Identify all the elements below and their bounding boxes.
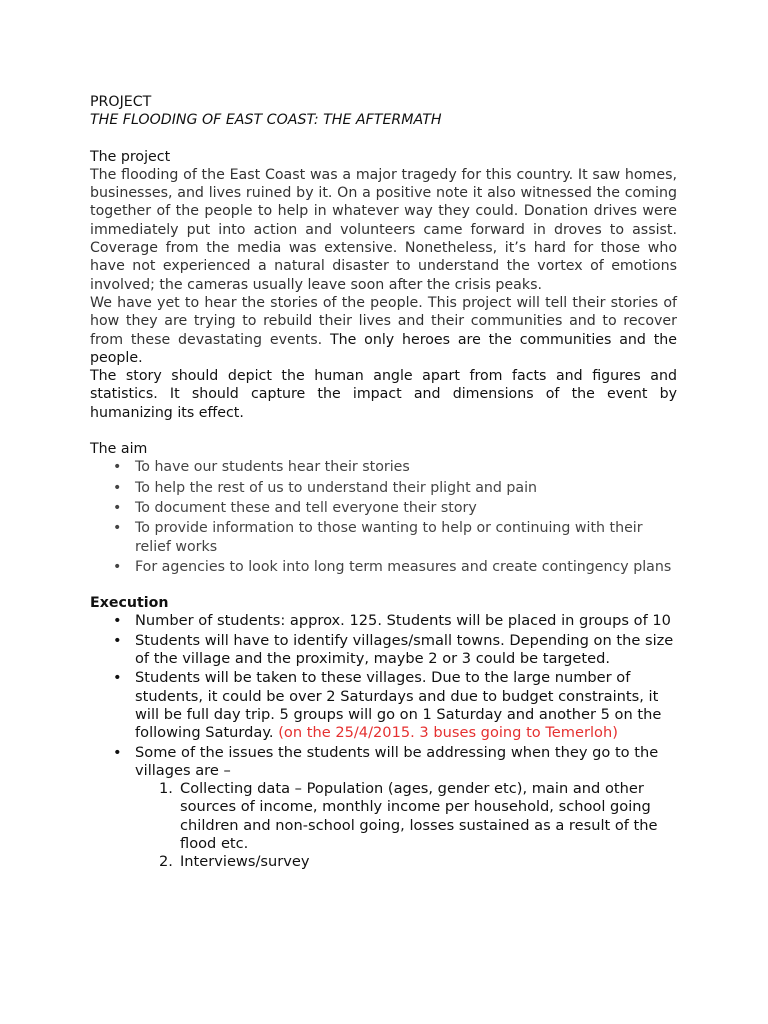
list-item — [90, 744, 677, 872]
list-item — [90, 632, 677, 669]
list-item — [90, 612, 677, 630]
document-label: PROJECT — [90, 94, 152, 110]
execution-item-text: Students will be taken to these villages. Due to the large number of students, it could be over 2 Saturdays and due to budget constraints, it will be full day trip. 5 groups will go on 1 Saturday and another 5 on the following Saturday. — [135, 669, 662, 742]
execution-item-text: Students will have to identify villages/small towns. Depending on the size of the village and the proximity, maybe 2 or 3 could be targeted. — [135, 631, 674, 668]
project-heroes-sentence: The only heroes are the communities and the people. — [90, 331, 678, 366]
list-item — [90, 458, 677, 476]
execution-item-text: Number of students: approx. 125. Students will be placed in groups of 10 — [135, 612, 671, 630]
sublist-item — [135, 853, 677, 871]
sublist-number: 2. — [159, 853, 173, 871]
aim-item-text: To help the rest of us to understand their plight and pain — [135, 479, 538, 496]
project-heading: The project — [90, 148, 171, 165]
sublist-item — [135, 780, 677, 853]
document-title: THE FLOODING OF EAST COAST: THE AFTERMATH — [90, 112, 442, 129]
bullet-icon: • — [113, 479, 122, 496]
bullet-icon: • — [113, 499, 122, 516]
bullet-icon: • — [113, 520, 122, 537]
bullet-icon: • — [113, 558, 122, 575]
aim-item-text: To provide information to those wanting to help or continuing with their relief works — [135, 520, 643, 555]
list-item — [90, 669, 677, 742]
aim-item-text: To document these and tell everyone their story — [135, 499, 477, 516]
execution-item-text: Some of the issues the students will be addressing when they go to the villages are – — [135, 743, 659, 779]
bullet-icon: • — [113, 669, 122, 687]
aim-item-text: For agencies to look into long term measures and create contingency plans — [135, 558, 672, 575]
execution-sublist — [135, 780, 677, 871]
list-item — [90, 558, 677, 576]
bullet-icon: • — [113, 631, 122, 649]
document-page — [90, 93, 677, 873]
project-paragraph-3: The story should depict the human angle apart from facts and figures and statistics. It should capture the impact and dimensions of the event by humanizing its effect. — [90, 368, 677, 421]
sublist-item-text: Collecting data – Population (ages, gender etc), main and other sources of income, monthly income per household, school going children and non-school going, losses sustained as a result of the flood etc. — [180, 780, 658, 852]
list-item — [90, 519, 677, 556]
bullet-icon: • — [113, 612, 122, 630]
aim-list — [90, 458, 677, 576]
list-item — [90, 479, 677, 497]
project-paragraph-1: The flooding of the East Coast was a major tragedy for this country. It saw homes, businesses, and lives ruined by it. On a positive note it also witnessed the coming together of the people to help in whatever way they could. Donation drives were immediately put into action and volunteers came forward in droves to assist. Coverage from the media was extensive. Nonetheless, it’s hard for those who have not experienced a natural disaster to understand the vortex of emotions involved; the cameras usually leave soon after the crisis peaks. — [90, 166, 677, 293]
project-paragraph-2 — [90, 294, 677, 367]
list-item — [90, 499, 677, 517]
sublist-number: 1. — [159, 780, 173, 798]
aim-heading: The aim — [90, 441, 148, 458]
bullet-icon: • — [113, 743, 122, 761]
aim-item-text: To have our students hear their stories — [135, 459, 410, 476]
execution-date-note: (on the 25/4/2015. 3 buses going to Temerloh) — [273, 724, 618, 742]
sublist-item-text: Interviews/survey — [180, 853, 310, 871]
bullet-icon: • — [113, 459, 122, 476]
execution-heading: Execution — [90, 595, 169, 612]
project-paragraph-2-text: We have yet to hear the stories of the people. This project will tell their stories of how they are trying to rebuild their lives and their communities and to recover from these devastating events. — [90, 294, 677, 348]
execution-list — [90, 612, 677, 871]
